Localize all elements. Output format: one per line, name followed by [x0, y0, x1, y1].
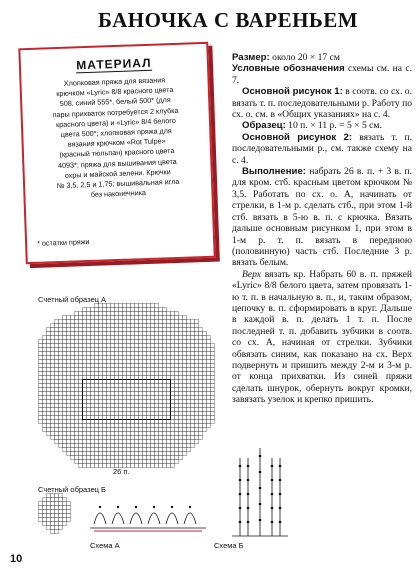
paragraph-symbols: Условные обозначения схемы см. на с. 7.	[232, 63, 412, 86]
material-line: крючком «Lyric» 8/8 красного цвета	[56, 85, 174, 99]
paragraph-execution: Выполнение: набрать 26 в. п. + 3 в. п. для кром. стб. красным цветом крючком № 3,5. Работать по сх. о. А, начинать от стрелки, в 1-м р. сделать стб., при этом 1-й стб. вязать в 5-ю в. п. с крючка. Вязать дальше основным рисунком 1, при этом в 1-м р. т. п. вязать в переднюю (половинную) часть стб. Последние 3 р. вязать белым.	[232, 166, 412, 269]
scheme-b-diagram	[222, 428, 294, 546]
sample-a-label: Счетный образец А	[38, 295, 107, 304]
material-line: без наконечника	[90, 188, 147, 200]
material-line: № 3,5, 2,5 и 1,75; вышивальная игла	[56, 176, 180, 191]
paragraph-pattern-1: Основной рисунок 1: в соотв. со сх. о. вязать т. п. последовательными р. Работу по сх. о. см. в «Общих указаниях» на с. 4.	[232, 86, 412, 121]
scheme-a-label: Схема А	[90, 541, 120, 550]
material-box	[18, 42, 215, 264]
material-heading: МАТЕРИАЛ	[76, 55, 152, 73]
scheme-b-label: Схема Б	[214, 541, 244, 550]
counting-sample-b-grid	[38, 493, 72, 535]
material-line: 508, синий 555*, белый 500* (для	[59, 95, 171, 109]
material-line: охры и майской зелени. Крючки	[64, 166, 171, 180]
paragraph-gauge: Образец: 10 п. × 11 р. = 5 × 5 см.	[242, 120, 382, 132]
width-label: 26 п.	[113, 467, 130, 476]
material-text	[31, 74, 201, 202]
paragraph-pattern-2: Основной рисунок 2: вязать т. п. последовательными р., см. также схему на с. 4.	[232, 131, 412, 166]
material-line: (красный тюльпан) красного цвета	[59, 146, 175, 160]
material-line: вязания крючком «Rot Tulpe»	[67, 136, 166, 149]
instructions-column	[232, 52, 412, 406]
paragraph-size: Размер: около 20 × 17 см	[232, 52, 340, 63]
material-line: пары прихваток потребуется 2 клубка	[52, 105, 179, 119]
material-line: Хлопковая пряжа для вязания	[63, 75, 166, 88]
material-footnote: * остатки пряжи	[36, 237, 90, 248]
material-line: цвета 500*; хлопковая пряжа для	[60, 126, 172, 139]
material-line: красного цвета) и «Lyric» 8/4 белого	[55, 115, 176, 129]
paragraph-top: Верх вязать кр. Набрать 60 в. п. пряжей «Lyric» 8/8 белого цвета, затем провязать 1-ю т. п. в начальную в. п., и, таким образом, цепочку в. п. сформировать в круг. Дальше в каждой в. п. делать 1 т. п. После последней т. п. добавить зубчики в соотв. со сх. А, начиная от стрелки. Зубчики обвязать синим, как показано на сх. Верх подвернуть и пришить между 2-м и 3-м р. от конца прихватки. Из синей пряжи сделать шнурок, обернуть вокруг кромки, завязать узелок и крепко пришить.	[232, 268, 412, 406]
page-number: 10	[10, 553, 23, 565]
page-title: БАНОЧКА С ВАРЕНЬЕМ	[98, 8, 359, 32]
counting-sample-a-grid	[38, 303, 216, 471]
scheme-a-diagram	[86, 494, 212, 534]
sample-b-label: Счетный образец Б	[38, 485, 106, 494]
material-line: 4093*; пряжа для вышивания цвета	[57, 156, 177, 170]
